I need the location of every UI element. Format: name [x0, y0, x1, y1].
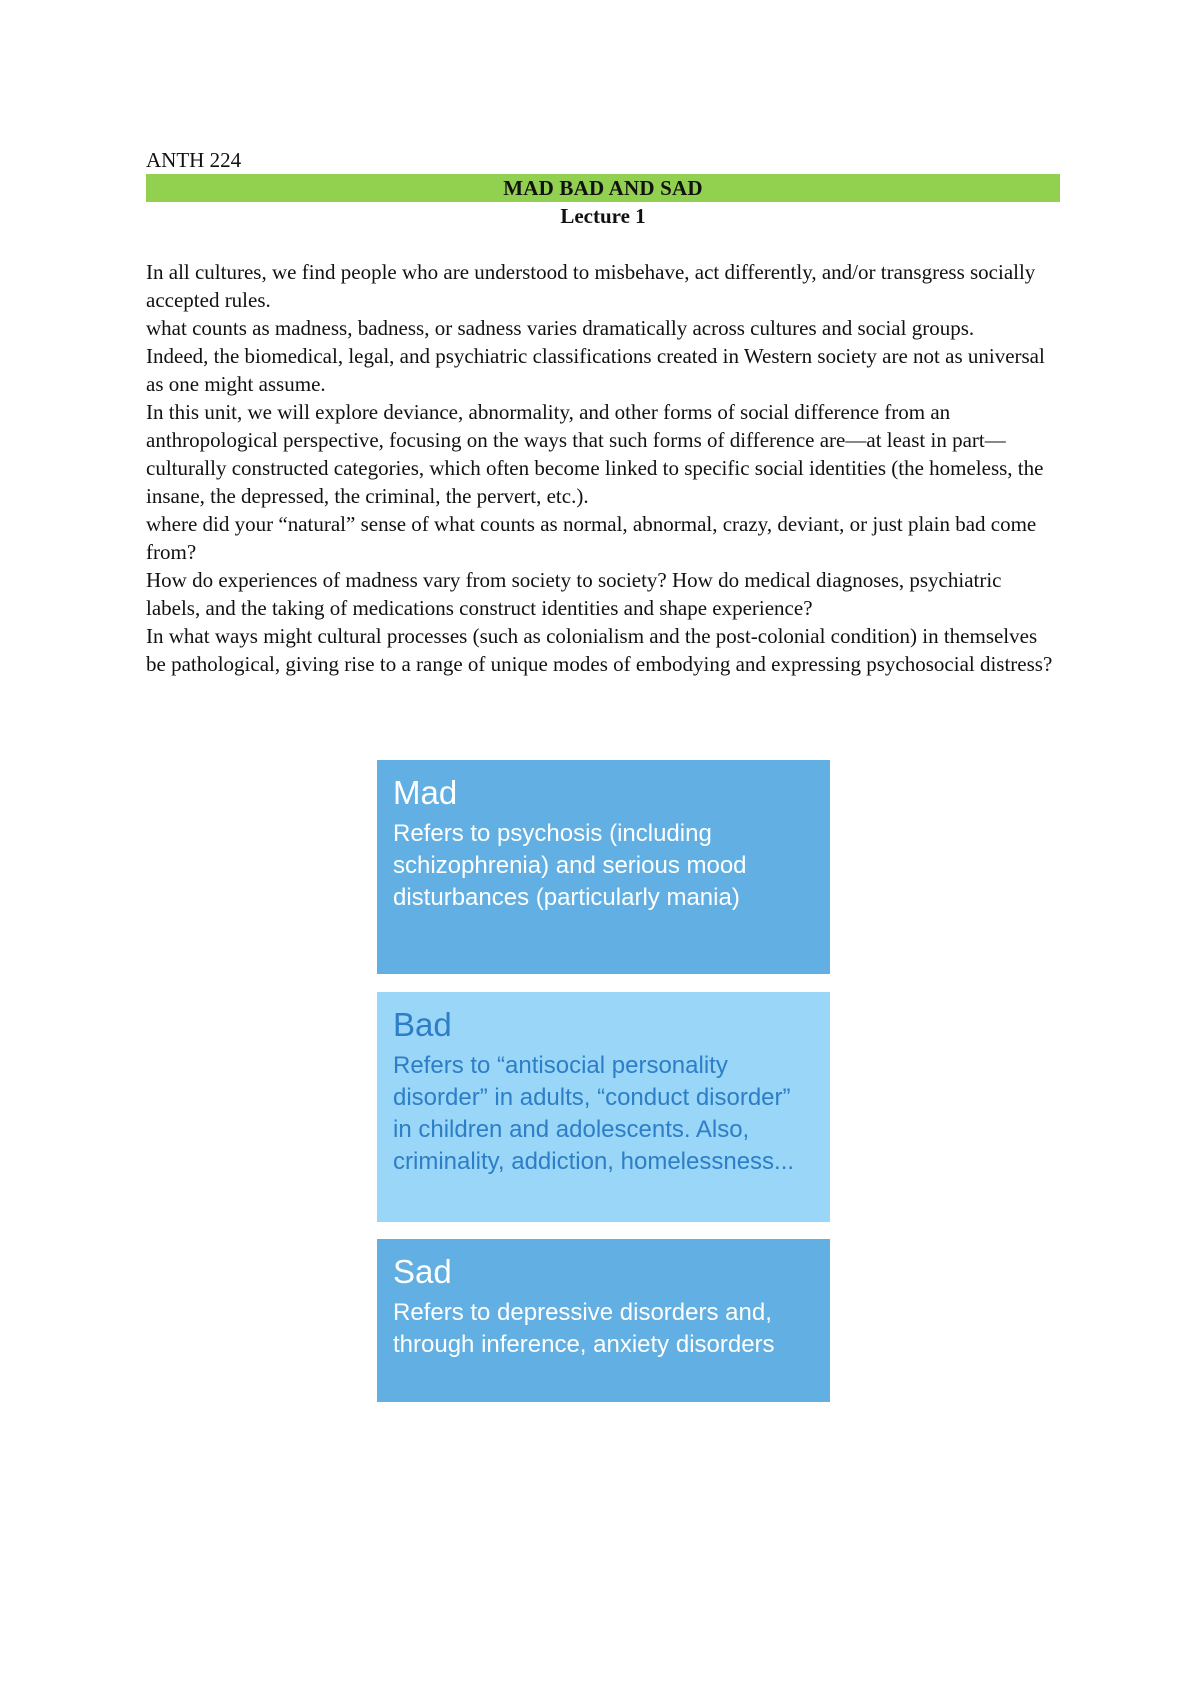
paragraph: In this unit, we will explore deviance, abnormality, and other forms of social difference from an anthropological perspective, focusing on the ways that such forms of difference are—at least in part—culturally constructed categories, which often become linked to specific social identities (the homeless, the insane, the depressed, the criminal, the pervert, etc.).: [146, 400, 1044, 508]
spacer: [146, 230, 1060, 258]
category-figure: [377, 760, 830, 1402]
bad-box: [377, 992, 830, 1222]
paragraph: In all cultures, we find people who are understood to misbehave, act differently, and/or transgress socially accepted rules.: [146, 260, 1036, 312]
paragraph: In what ways might cultural processes (such as colonialism and the post-colonial condition) in themselves be pathological, giving rise to a range of unique modes of embodying and expressing psychosocial distress?: [146, 624, 1053, 676]
document-title: MAD BAD AND SAD: [146, 174, 1060, 202]
bad-description: Refers to “antisocial personality disorder” in adults, “conduct disorder” in children and adolescents. Also, criminality, addiction, homelessness...: [393, 1052, 795, 1175]
sad-box: [377, 1239, 830, 1402]
document-subtitle: Lecture 1: [560, 204, 646, 228]
mad-heading: Mad: [393, 774, 458, 811]
paragraph: what counts as madness, badness, or sadness varies dramatically across cultures and social groups.: [146, 316, 975, 340]
sad-description: Refers to depressive disorders and, through inference, anxiety disorders: [393, 1299, 775, 1358]
paragraph: Indeed, the biomedical, legal, and psychiatric classifications created in Western society are not as universal as one might assume.: [146, 344, 1045, 396]
mad-description: Refers to psychosis (including schizophrenia) and serious mood disturbances (particularly mania): [393, 820, 747, 911]
document-body: [146, 146, 1060, 678]
course-code: ANTH 224: [146, 148, 242, 172]
mad-box: [377, 760, 830, 974]
paragraph: How do experiences of madness vary from society to society? How do medical diagnoses, psychiatric labels, and the taking of medications construct identities and shape experience?: [146, 568, 1002, 620]
paragraph: where did your “natural” sense of what counts as normal, abnormal, crazy, deviant, or just plain bad come from?: [146, 512, 1037, 564]
bad-heading: Bad: [393, 1006, 452, 1043]
sad-heading: Sad: [393, 1253, 452, 1290]
